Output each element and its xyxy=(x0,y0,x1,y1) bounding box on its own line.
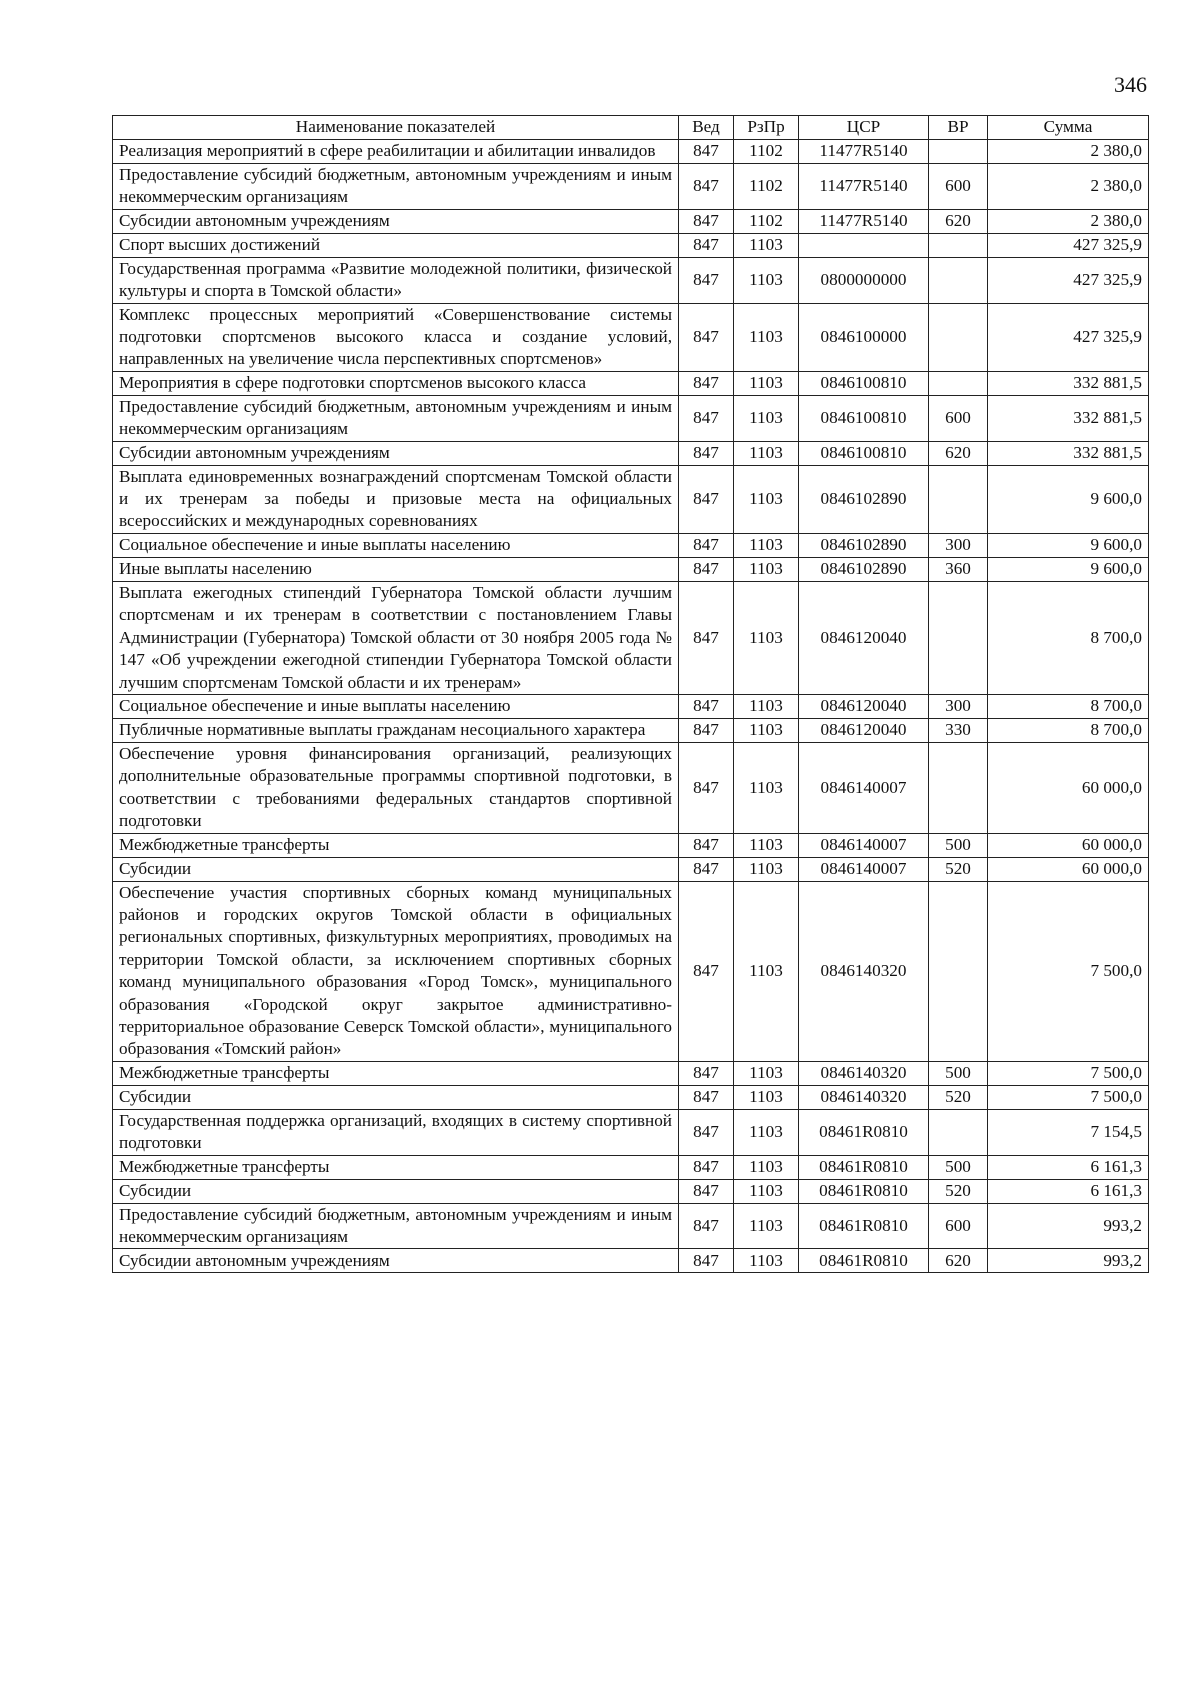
row-name: Иные выплаты населению xyxy=(113,557,679,581)
table-row xyxy=(113,465,1149,533)
row-ved: 847 xyxy=(679,1109,734,1155)
row-csr: 0846100810 xyxy=(799,371,929,395)
table-row xyxy=(113,557,1149,581)
row-ved: 847 xyxy=(679,1061,734,1085)
row-vr: 300 xyxy=(929,533,988,557)
row-sum: 6 161,3 xyxy=(988,1179,1149,1203)
row-sum: 60 000,0 xyxy=(988,833,1149,857)
row-name: Обеспечение уровня финансирования организаций, реализующих дополнительные образовательные программы спортивной подготовки, в соответствии с требованиями федеральных стандартов спортивной подготовки xyxy=(113,742,679,833)
row-ved: 847 xyxy=(679,1155,734,1179)
row-vr xyxy=(929,742,988,833)
table-row xyxy=(113,303,1149,371)
row-name: Субсидии автономным учреждениям xyxy=(113,1249,679,1273)
row-rzpr: 1103 xyxy=(734,1109,799,1155)
row-sum: 7 500,0 xyxy=(988,1085,1149,1109)
row-name: Комплекс процессных мероприятий «Совершенствование системы подготовки спортсменов высокого класса и создание условий, направленных на увеличение числа перспективных спортсменов» xyxy=(113,303,679,371)
row-csr: 0846120040 xyxy=(799,581,929,694)
row-csr: 11477R5140 xyxy=(799,164,929,210)
table-row xyxy=(113,164,1149,210)
row-sum: 9 600,0 xyxy=(988,533,1149,557)
row-name: Субсидии автономным учреждениям xyxy=(113,209,679,233)
row-name: Реализация мероприятий в сфере реабилитации и абилитации инвалидов xyxy=(113,140,679,164)
row-vr xyxy=(929,465,988,533)
row-sum: 8 700,0 xyxy=(988,694,1149,718)
table-row xyxy=(113,233,1149,257)
row-rzpr: 1103 xyxy=(734,533,799,557)
table-row xyxy=(113,833,1149,857)
row-vr xyxy=(929,581,988,694)
row-vr: 500 xyxy=(929,1155,988,1179)
table-row xyxy=(113,1085,1149,1109)
row-ved: 847 xyxy=(679,533,734,557)
row-ved: 847 xyxy=(679,164,734,210)
row-sum: 2 380,0 xyxy=(988,140,1149,164)
row-sum: 6 161,3 xyxy=(988,1155,1149,1179)
row-csr: 08461R0810 xyxy=(799,1155,929,1179)
header-rzpr: РзПр xyxy=(734,116,799,140)
row-sum: 993,2 xyxy=(988,1203,1149,1249)
row-vr xyxy=(929,1109,988,1155)
row-ved: 847 xyxy=(679,1179,734,1203)
table-row xyxy=(113,718,1149,742)
row-rzpr: 1103 xyxy=(734,1085,799,1109)
row-rzpr: 1102 xyxy=(734,164,799,210)
row-ved: 847 xyxy=(679,833,734,857)
table-row xyxy=(113,257,1149,303)
row-vr: 360 xyxy=(929,557,988,581)
row-vr: 500 xyxy=(929,833,988,857)
row-sum: 2 380,0 xyxy=(988,164,1149,210)
row-rzpr: 1103 xyxy=(734,694,799,718)
row-vr: 300 xyxy=(929,694,988,718)
row-name: Предоставление субсидий бюджетным, автономным учреждениям и иным некоммерческим организациям xyxy=(113,395,679,441)
row-name: Межбюджетные трансферты xyxy=(113,1155,679,1179)
row-csr: 0846120040 xyxy=(799,718,929,742)
row-rzpr: 1103 xyxy=(734,581,799,694)
row-rzpr: 1103 xyxy=(734,371,799,395)
row-sum: 2 380,0 xyxy=(988,209,1149,233)
row-ved: 847 xyxy=(679,742,734,833)
row-sum: 9 600,0 xyxy=(988,557,1149,581)
row-rzpr: 1103 xyxy=(734,395,799,441)
row-vr: 520 xyxy=(929,857,988,881)
row-ved: 847 xyxy=(679,209,734,233)
row-sum: 8 700,0 xyxy=(988,718,1149,742)
row-name: Выплата единовременных вознаграждений спортсменам Томской области и их тренерам за победы и призовые места на официальных всероссийских и международных соревнованиях xyxy=(113,465,679,533)
row-csr: 08461R0810 xyxy=(799,1179,929,1203)
row-csr: 0846102890 xyxy=(799,557,929,581)
row-csr: 11477R5140 xyxy=(799,140,929,164)
row-sum: 993,2 xyxy=(988,1249,1149,1273)
row-ved: 847 xyxy=(679,140,734,164)
row-name: Мероприятия в сфере подготовки спортсменов высокого класса xyxy=(113,371,679,395)
row-rzpr: 1103 xyxy=(734,1155,799,1179)
row-ved: 847 xyxy=(679,1203,734,1249)
row-name: Субсидии xyxy=(113,857,679,881)
table-row xyxy=(113,1061,1149,1085)
table-header-row xyxy=(113,116,1149,140)
table-row xyxy=(113,1179,1149,1203)
row-name: Субсидии автономным учреждениям xyxy=(113,441,679,465)
table-row xyxy=(113,694,1149,718)
row-sum: 7 500,0 xyxy=(988,881,1149,1061)
row-rzpr: 1103 xyxy=(734,441,799,465)
row-rzpr: 1102 xyxy=(734,140,799,164)
row-name: Предоставление субсидий бюджетным, автономным учреждениям и иным некоммерческим организациям xyxy=(113,164,679,210)
row-sum: 332 881,5 xyxy=(988,371,1149,395)
row-vr: 330 xyxy=(929,718,988,742)
table-row xyxy=(113,1109,1149,1155)
row-sum: 60 000,0 xyxy=(988,742,1149,833)
header-ved: Вед xyxy=(679,116,734,140)
header-vr: ВР xyxy=(929,116,988,140)
row-rzpr: 1103 xyxy=(734,833,799,857)
table-body xyxy=(113,140,1149,1273)
header-sum: Сумма xyxy=(988,116,1149,140)
row-vr xyxy=(929,881,988,1061)
table-row xyxy=(113,742,1149,833)
row-rzpr: 1103 xyxy=(734,233,799,257)
row-rzpr: 1103 xyxy=(734,881,799,1061)
header-csr: ЦСР xyxy=(799,116,929,140)
row-rzpr: 1103 xyxy=(734,1203,799,1249)
row-rzpr: 1103 xyxy=(734,1061,799,1085)
row-vr xyxy=(929,303,988,371)
row-name: Субсидии xyxy=(113,1085,679,1109)
row-csr: 0846100810 xyxy=(799,441,929,465)
row-rzpr: 1103 xyxy=(734,465,799,533)
row-csr: 0846140320 xyxy=(799,881,929,1061)
table-row xyxy=(113,1203,1149,1249)
row-csr: 0846140007 xyxy=(799,833,929,857)
row-vr xyxy=(929,233,988,257)
row-vr: 600 xyxy=(929,164,988,210)
row-ved: 847 xyxy=(679,1249,734,1273)
table-row xyxy=(113,441,1149,465)
row-rzpr: 1103 xyxy=(734,557,799,581)
header-name: Наименование показателей xyxy=(113,116,679,140)
row-name: Межбюджетные трансферты xyxy=(113,833,679,857)
row-vr: 620 xyxy=(929,209,988,233)
row-vr: 620 xyxy=(929,441,988,465)
row-csr: 0846120040 xyxy=(799,694,929,718)
row-ved: 847 xyxy=(679,371,734,395)
row-ved: 847 xyxy=(679,557,734,581)
row-sum: 8 700,0 xyxy=(988,581,1149,694)
row-ved: 847 xyxy=(679,465,734,533)
row-csr xyxy=(799,233,929,257)
row-ved: 847 xyxy=(679,303,734,371)
row-name: Выплата ежегодных стипендий Губернатора Томской области лучшим спортсменам и их тренерам в соответствии с постановлением Главы Администрации (Губернатора) Томской области от 30 ноября 2005 года № 147 «Об учреждении ежегодной стипендии Губернатора Томской области лучшим спортсменам Томской области и их тренерам» xyxy=(113,581,679,694)
row-ved: 847 xyxy=(679,857,734,881)
row-sum: 427 325,9 xyxy=(988,303,1149,371)
table-row xyxy=(113,1155,1149,1179)
row-sum: 7 500,0 xyxy=(988,1061,1149,1085)
table-row xyxy=(113,140,1149,164)
row-ved: 847 xyxy=(679,257,734,303)
row-name: Публичные нормативные выплаты гражданам несоциального характера xyxy=(113,718,679,742)
row-ved: 847 xyxy=(679,441,734,465)
row-csr: 0846102890 xyxy=(799,465,929,533)
row-rzpr: 1103 xyxy=(734,857,799,881)
row-vr xyxy=(929,140,988,164)
row-sum: 427 325,9 xyxy=(988,257,1149,303)
row-csr: 0846140320 xyxy=(799,1061,929,1085)
page-number: 346 xyxy=(1114,72,1147,97)
row-ved: 847 xyxy=(679,233,734,257)
row-csr: 0846100810 xyxy=(799,395,929,441)
row-name: Государственная программа «Развитие молодежной политики, физической культуры и спорта в Томской области» xyxy=(113,257,679,303)
row-ved: 847 xyxy=(679,718,734,742)
row-vr: 500 xyxy=(929,1061,988,1085)
row-ved: 847 xyxy=(679,395,734,441)
row-rzpr: 1103 xyxy=(734,257,799,303)
row-name: Государственная поддержка организаций, входящих в систему спортивной подготовки xyxy=(113,1109,679,1155)
row-ved: 847 xyxy=(679,581,734,694)
row-csr: 0846100000 xyxy=(799,303,929,371)
row-sum: 60 000,0 xyxy=(988,857,1149,881)
row-sum: 332 881,5 xyxy=(988,395,1149,441)
row-ved: 847 xyxy=(679,1085,734,1109)
row-name: Спорт высших достижений xyxy=(113,233,679,257)
row-csr: 0846102890 xyxy=(799,533,929,557)
row-ved: 847 xyxy=(679,694,734,718)
row-csr: 0846140007 xyxy=(799,742,929,833)
row-rzpr: 1103 xyxy=(734,303,799,371)
table-row xyxy=(113,581,1149,694)
row-csr: 08461R0810 xyxy=(799,1203,929,1249)
row-rzpr: 1103 xyxy=(734,742,799,833)
table-row xyxy=(113,371,1149,395)
table-row xyxy=(113,209,1149,233)
table-row xyxy=(113,881,1149,1061)
row-sum: 7 154,5 xyxy=(988,1109,1149,1155)
row-csr: 0846140320 xyxy=(799,1085,929,1109)
row-name: Социальное обеспечение и иные выплаты населению xyxy=(113,694,679,718)
budget-table xyxy=(112,115,1149,1273)
row-name: Обеспечение участия спортивных сборных команд муниципальных районов и городских округов Томской области в официальных региональных спортивных, физкультурных мероприятиях, проводимых на территории Томской области, за исключением спортивных сборных команд муниципального образования «Город Томск», муниципального образования «Городской округ закрытое административно-территориальное образование Северск Томской области», муниципального образования «Томский район» xyxy=(113,881,679,1061)
row-csr: 0800000000 xyxy=(799,257,929,303)
row-rzpr: 1103 xyxy=(734,1249,799,1273)
row-name: Субсидии xyxy=(113,1179,679,1203)
row-rzpr: 1103 xyxy=(734,718,799,742)
row-name: Предоставление субсидий бюджетным, автономным учреждениям и иным некоммерческим организациям xyxy=(113,1203,679,1249)
row-csr: 11477R5140 xyxy=(799,209,929,233)
row-sum: 427 325,9 xyxy=(988,233,1149,257)
row-csr: 08461R0810 xyxy=(799,1109,929,1155)
row-vr: 600 xyxy=(929,1203,988,1249)
row-rzpr: 1103 xyxy=(734,1179,799,1203)
row-name: Социальное обеспечение и иные выплаты населению xyxy=(113,533,679,557)
row-ved: 847 xyxy=(679,881,734,1061)
row-vr xyxy=(929,257,988,303)
row-sum: 332 881,5 xyxy=(988,441,1149,465)
row-csr: 0846140007 xyxy=(799,857,929,881)
table-row xyxy=(113,1249,1149,1273)
row-vr xyxy=(929,371,988,395)
row-name: Межбюджетные трансферты xyxy=(113,1061,679,1085)
row-vr: 620 xyxy=(929,1249,988,1273)
table-row xyxy=(113,533,1149,557)
row-vr: 520 xyxy=(929,1085,988,1109)
table-row xyxy=(113,857,1149,881)
row-vr: 520 xyxy=(929,1179,988,1203)
row-rzpr: 1102 xyxy=(734,209,799,233)
row-csr: 08461R0810 xyxy=(799,1249,929,1273)
row-vr: 600 xyxy=(929,395,988,441)
table-row xyxy=(113,395,1149,441)
row-sum: 9 600,0 xyxy=(988,465,1149,533)
